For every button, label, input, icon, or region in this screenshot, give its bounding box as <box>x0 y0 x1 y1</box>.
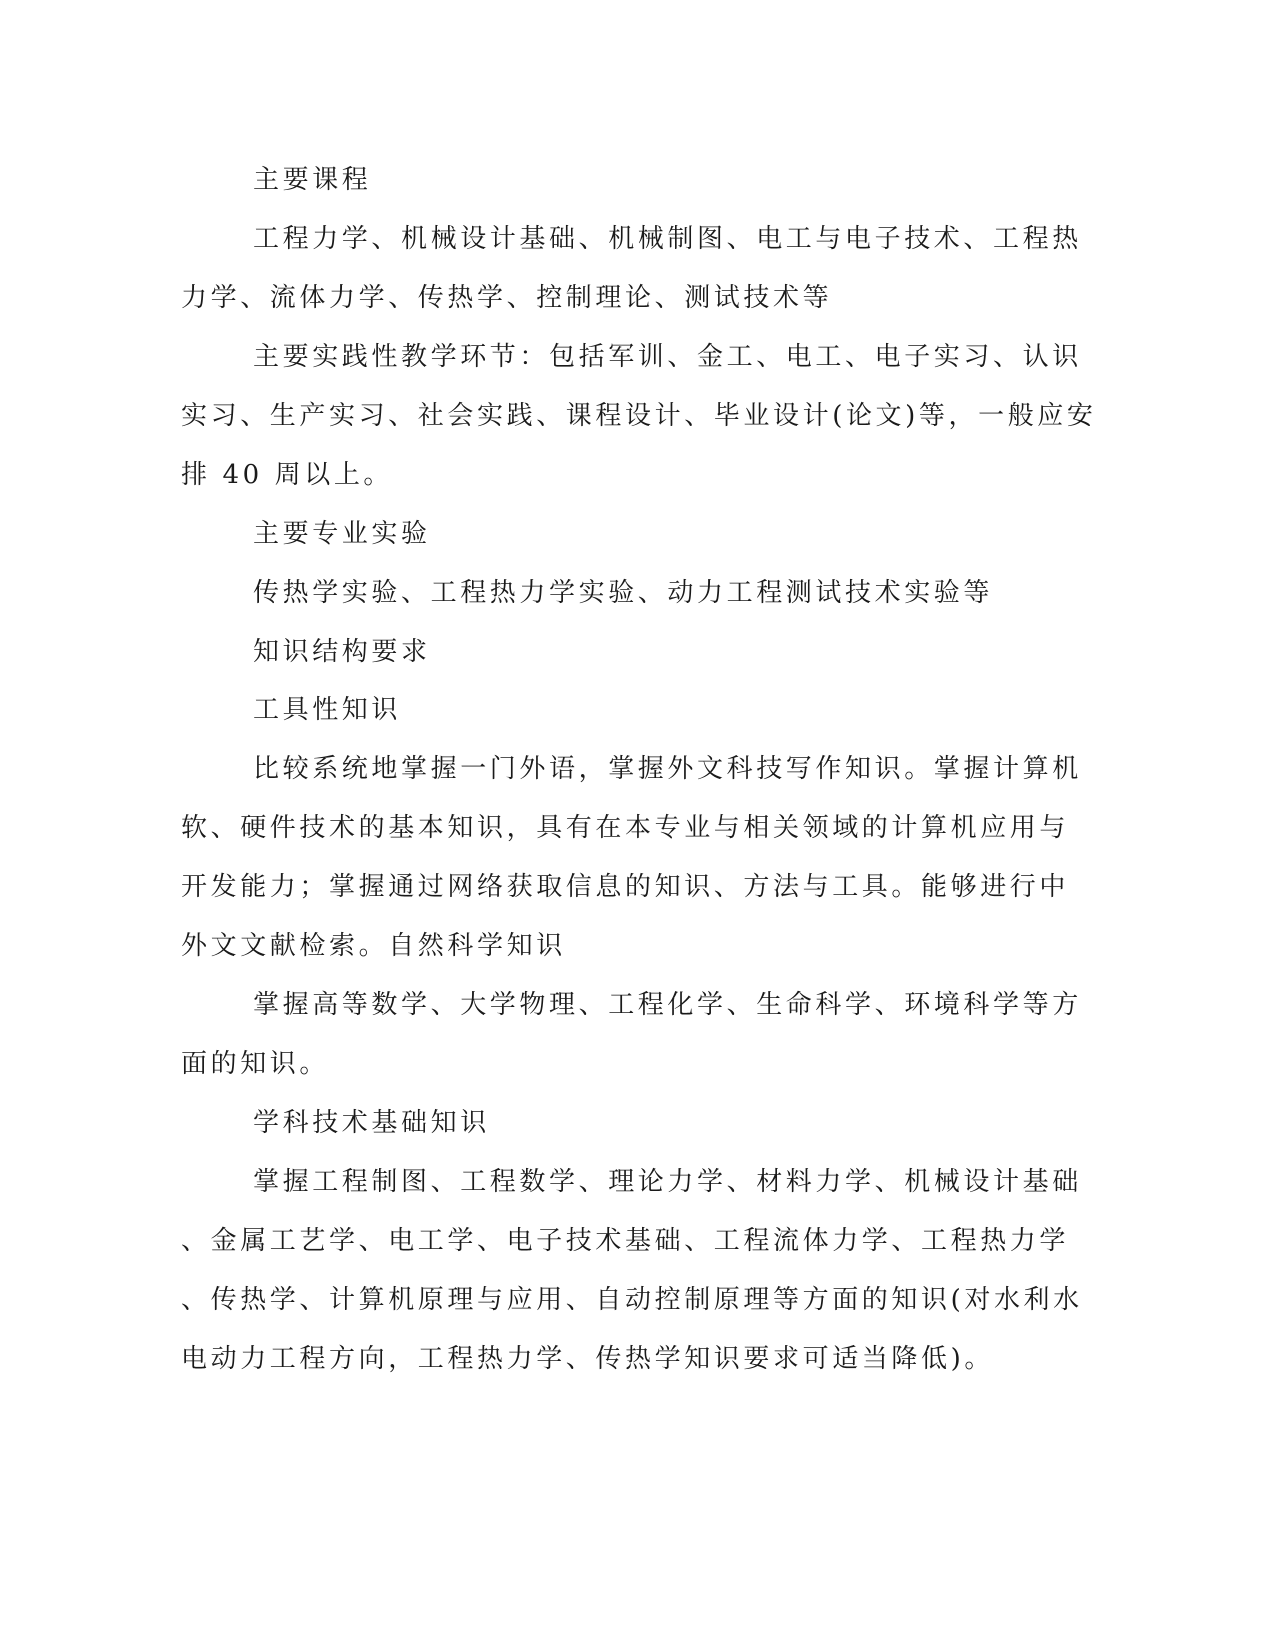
paragraph-line: 、金属工艺学、电工学、电子技术基础、工程流体力学、工程热力学 <box>181 1226 1070 1256</box>
paragraph-line: 排 40 周以上。 <box>181 460 394 490</box>
paragraph-line: 主要实践性教学环节：包括军训、金工、电工、电子实习、认识 <box>253 342 1082 372</box>
paragraph-line: 面的知识。 <box>181 1049 330 1079</box>
paragraph-line: 掌握高等数学、大学物理、工程化学、生命科学、环境科学等方 <box>253 990 1082 1020</box>
paragraph-line: 实习、生产实习、社会实践、课程设计、毕业设计(论文)等，一般应安 <box>181 401 1097 431</box>
paragraph-line: 、传热学、计算机原理与应用、自动控制原理等方面的知识(对水利水 <box>181 1285 1083 1315</box>
heading-technical-foundation: 学科技术基础知识 <box>253 1108 490 1138</box>
paragraph-line: 开发能力；掌握通过网络获取信息的知识、方法与工具。能够进行中 <box>181 872 1070 902</box>
paragraph-line: 工程力学、机械设计基础、机械制图、电工与电子技术、工程热 <box>253 224 1082 254</box>
paragraph-line: 比较系统地掌握一门外语，掌握外文科技写作知识。掌握计算机 <box>253 754 1082 784</box>
paragraph-line: 传热学实验、工程热力学实验、动力工程测试技术实验等 <box>253 578 994 608</box>
paragraph-line: 外文文献检索。自然科学知识 <box>181 931 566 961</box>
heading-instrumental-knowledge: 工具性知识 <box>253 695 402 725</box>
paragraph-line: 力学、流体力学、传热学、控制理论、测试技术等 <box>181 283 833 313</box>
paragraph-line: 掌握工程制图、工程数学、理论力学、材料力学、机械设计基础 <box>253 1167 1082 1197</box>
paragraph-line: 电动力工程方向，工程热力学、传热学知识要求可适当降低)。 <box>181 1344 994 1374</box>
heading-main-courses: 主要课程 <box>253 165 372 195</box>
heading-knowledge-structure: 知识结构要求 <box>253 637 431 667</box>
heading-major-experiments: 主要专业实验 <box>253 519 431 549</box>
paragraph-line: 软、硬件技术的基本知识，具有在本专业与相关领域的计算机应用与 <box>181 813 1070 843</box>
